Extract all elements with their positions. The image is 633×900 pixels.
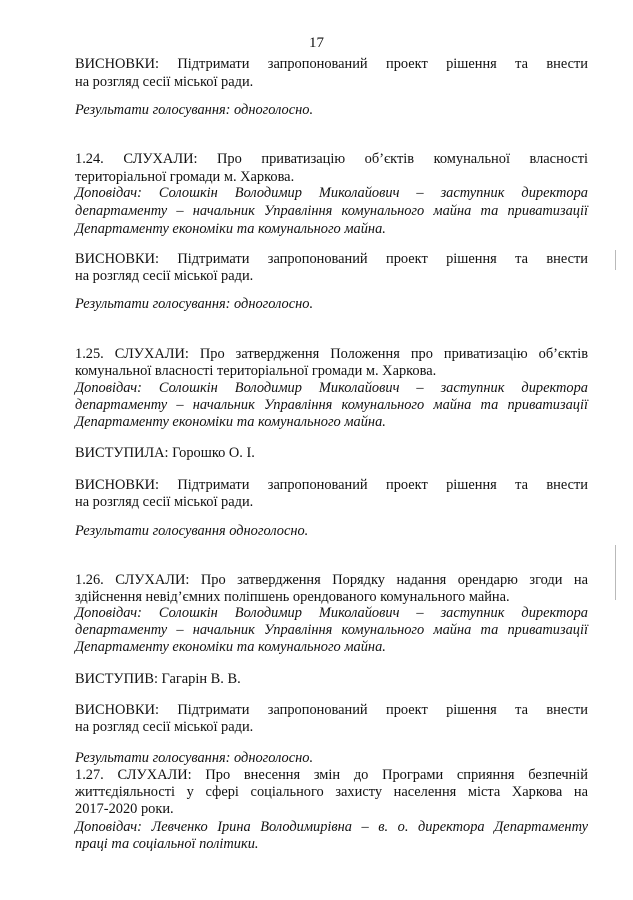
conclusion-line: ВИСНОВКИ: Підтримати запропонований проект рішення та внести: [75, 251, 588, 267]
speaker-line: Департаменту економіки та комунального майна.: [75, 639, 386, 655]
heard-item-1-25: 1.25. СЛУХАЛИ: Про затвердження Положення про приватизацію об’єктів: [75, 346, 588, 362]
page-number: 17: [309, 35, 324, 51]
vote-result: Результати голосування: одноголосно.: [75, 750, 314, 766]
vote-result: Результати голосування: одноголосно.: [75, 296, 314, 312]
speaker-line: департаменту – начальник Управління комунального майна та приватизації: [75, 203, 588, 219]
heard-item-1-26: 1.26. СЛУХАЛИ: Про затвердження Порядку надання орендарю згоди на: [75, 572, 588, 588]
conclusion-line: ВИСНОВКИ: Підтримати запропонований проект рішення та внести: [75, 477, 588, 493]
conclusion-line: на розгляд сесії міської ради.: [75, 268, 254, 284]
conclusion-line: на розгляд сесії міської ради.: [75, 74, 254, 90]
scan-edge-mark: [615, 545, 616, 600]
heard-item-1-27: 1.27. СЛУХАЛИ: Про внесення змін до Програми сприяння безпечній: [75, 767, 588, 783]
vote-result: Результати голосування одноголосно.: [75, 523, 309, 539]
heard-item-1-24: 1.24. СЛУХАЛИ: Про приватизацію об’єктів комунальної власності: [75, 151, 588, 167]
spoke-line: ВИСТУПИВ: Гагарін В. В.: [75, 671, 241, 687]
heard-line: територіальної громади м. Харкова.: [75, 169, 295, 185]
vote-result: Результати голосування: одноголосно.: [75, 102, 314, 118]
speaker-line: Доповідач: Солошкін Володимир Миколайович – заступник директора: [75, 605, 588, 621]
speaker-line: Департаменту економіки та комунального майна.: [75, 221, 386, 237]
conclusion-line: на розгляд сесії міської ради.: [75, 494, 254, 510]
speaker-line: Доповідач: Левченко Ірина Володимирівна – в. о. директора Департаменту: [75, 819, 588, 835]
speaker-line: департаменту – начальник Управління комунального майна та приватизації: [75, 622, 588, 638]
conclusion-line: ВИСНОВКИ: Підтримати запропонований проект рішення та внести: [75, 56, 588, 72]
speaker-line: Доповідач: Солошкін Володимир Миколайович – заступник директора: [75, 380, 588, 396]
scan-edge-mark: [615, 250, 616, 270]
heard-line: здійснення невід’ємних поліпшень орендованого комунального майна.: [75, 589, 510, 605]
speaker-line: департаменту – начальник Управління комунального майна та приватизації: [75, 397, 588, 413]
spoke-line: ВИСТУПИЛА: Горошко О. І.: [75, 445, 255, 461]
speaker-line: Департаменту економіки та комунального майна.: [75, 414, 386, 430]
speaker-line: Доповідач: Солошкін Володимир Миколайович – заступник директора: [75, 185, 588, 201]
conclusion-line: на розгляд сесії міської ради.: [75, 719, 254, 735]
heard-line: комунальної власності територіальної громади м. Харкова.: [75, 363, 437, 379]
heard-line: життєдіяльності у сфері соціального захисту населення міста Харкова на: [75, 784, 588, 800]
conclusion-line: ВИСНОВКИ: Підтримати запропонований проект рішення та внести: [75, 702, 588, 718]
speaker-line: праці та соціальної політики.: [75, 836, 259, 852]
heard-line: 2017-2020 роки.: [75, 801, 174, 817]
